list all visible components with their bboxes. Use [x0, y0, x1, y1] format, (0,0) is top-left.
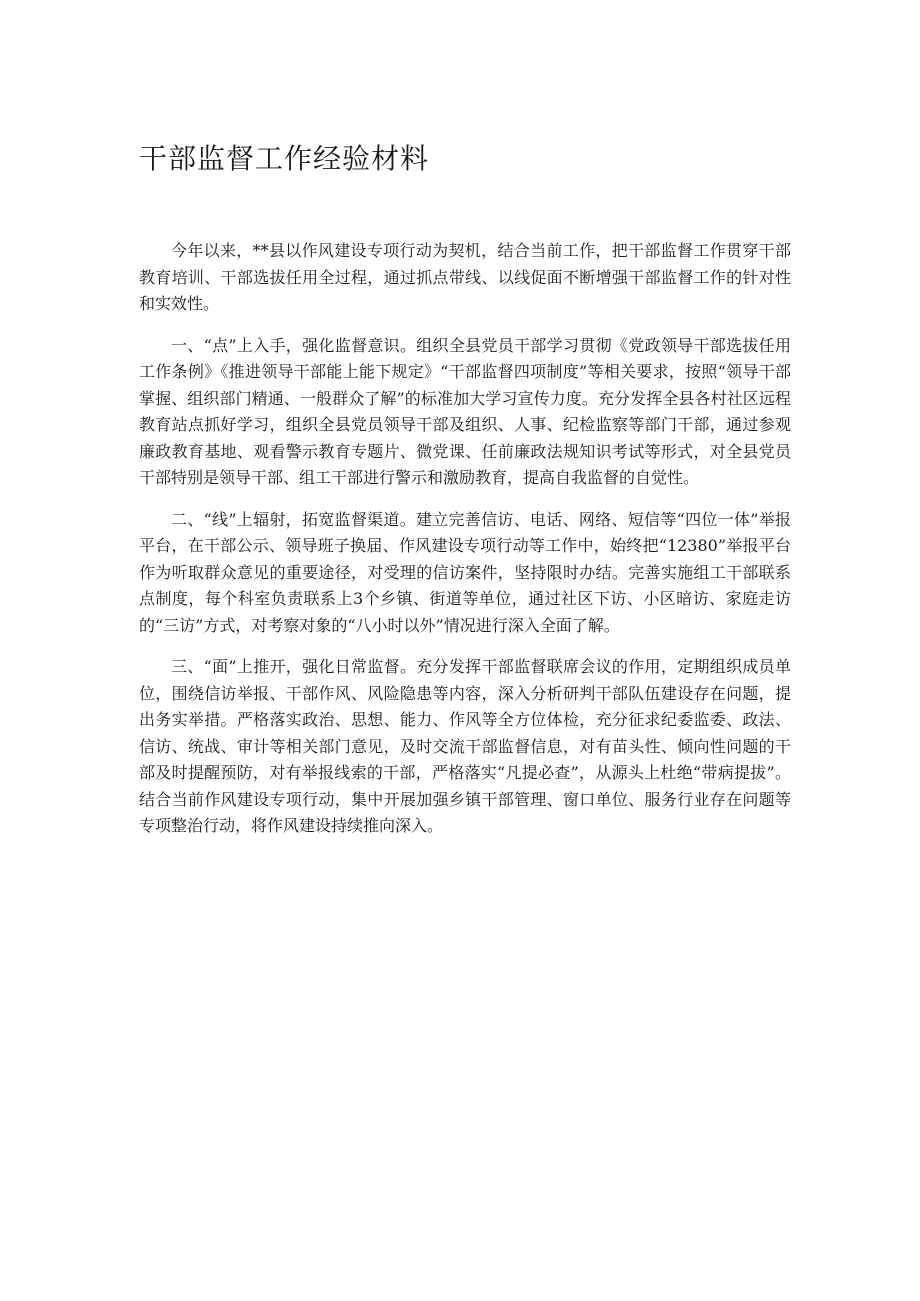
- paragraph-point: 一、“点”上入手，强化监督意识。组织全县党员干部学习贯彻《党政领导干部选拔任用工作条例》《推进领导干部能上能下规定》“干部监督四项制度”等相关要求，按照“领导干部掌握、组织部门精通、一般群众了解”的标准加大学习宣传力度。充分发挥全县各村社区远程教育站点抓好学习，组织全县党员领导干部及组织、人事、纪检监察等部门干部，通过参观廉政教育基地、观看警示教育专题片、微党课、任前廉政法规知识考试等形式，对全县党员干部特别是领导干部、组工干部进行警示和激励教育，提高自我监督的自觉性。: [139, 335, 791, 487]
- document-body: [139, 238, 791, 855]
- document-title: 干部监督工作经验材料: [139, 142, 430, 175]
- paragraph-intro: 今年以来，**县以作风建设专项行动为契机，结合当前工作，把干部监督工作贯穿干部教育培训、干部选拔任用全过程，通过抓点带线、以线促面不断增强干部监督工作的针对性和实效性。: [139, 241, 791, 313]
- paragraph-surface: 三、“面”上推开，强化日常监督。充分发挥干部监督联席会议的作用，定期组织成员单位，围绕信访举报、干部作风、风险隐患等内容，深入分析研判干部队伍建设存在问题，提出务实举措。严格落实政治、思想、能力、作风等全方位体检，充分征求纪委监委、政法、信访、统战、审计等相关部门意见，及时交流干部监督信息，对有苗头性、倾向性问题的干部及时提醒预防，对有举报线索的干部，严格落实“凡提必查”，从源头上杜绝“带病提拔”。结合当前作风建设专项行动，集中开展加强乡镇干部管理、窗口单位、服务行业存在问题等专项整治行动，将作风建设持续推向深入。: [139, 657, 791, 835]
- paragraph-line: 二、“线”上辐射，拓宽监督渠道。建立完善信访、电话、网络、短信等“四位一体”举报平台，在干部公示、领导班子换届、作风建设专项行动等工作中，始终把“12380”举报平台作为听取群众意见的重要途径，对受理的信访案件，坚持限时办结。完善实施组工干部联系点制度，每个科室负责联系上3个乡镇、街道等单位，通过社区下访、小区暗访、家庭走访的“三访”方式，对考察对象的“八小时以外”情况进行深入全面了解。: [139, 509, 791, 635]
